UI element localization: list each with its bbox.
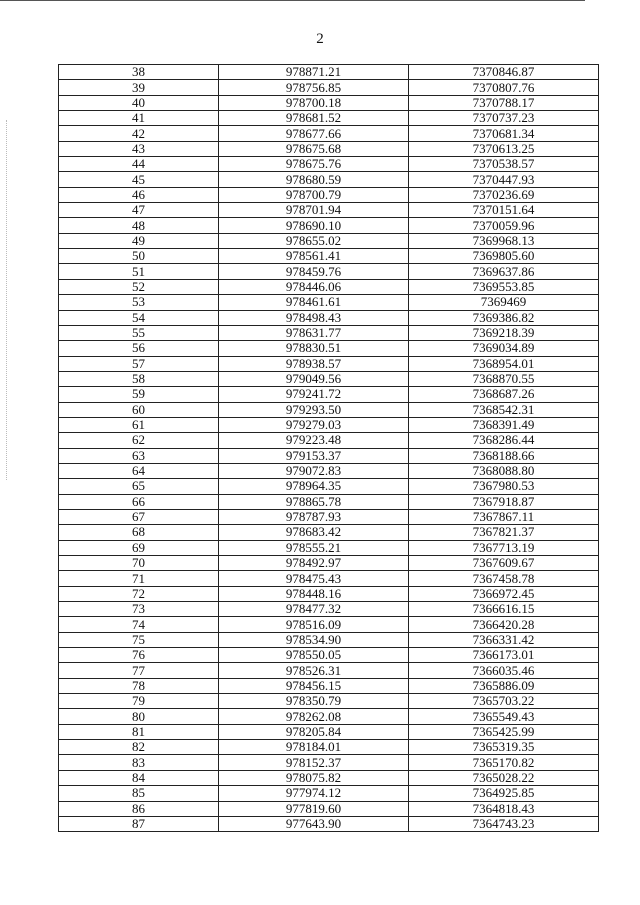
point-number-cell: 86	[59, 801, 219, 816]
x-coordinate-cell: 978461.61	[219, 295, 409, 310]
table-row	[59, 341, 599, 356]
table-row	[59, 249, 599, 264]
x-coordinate-cell: 978459.76	[219, 264, 409, 279]
y-coordinate-cell: 7367458.78	[409, 571, 599, 586]
x-coordinate-cell: 978756.85	[219, 80, 409, 95]
table-row	[59, 157, 599, 172]
point-number-cell: 77	[59, 663, 219, 678]
table-row	[59, 111, 599, 126]
y-coordinate-cell: 7370737.23	[409, 111, 599, 126]
y-coordinate-cell: 7369553.85	[409, 279, 599, 294]
x-coordinate-cell: 979279.03	[219, 417, 409, 432]
y-coordinate-cell: 7370236.69	[409, 187, 599, 202]
point-number-cell: 71	[59, 571, 219, 586]
point-number-cell: 63	[59, 448, 219, 463]
y-coordinate-cell: 7369968.13	[409, 233, 599, 248]
y-coordinate-cell: 7369469	[409, 295, 599, 310]
point-number-cell: 79	[59, 694, 219, 709]
x-coordinate-cell: 978964.35	[219, 479, 409, 494]
y-coordinate-cell: 7368870.55	[409, 371, 599, 386]
x-coordinate-cell: 978680.59	[219, 172, 409, 187]
table-row	[59, 233, 599, 248]
y-coordinate-cell: 7370059.96	[409, 218, 599, 233]
table-row	[59, 540, 599, 555]
y-coordinate-cell: 7366972.45	[409, 586, 599, 601]
y-coordinate-cell: 7365319.35	[409, 740, 599, 755]
x-coordinate-cell: 978184.01	[219, 740, 409, 755]
point-number-cell: 65	[59, 479, 219, 494]
y-coordinate-cell: 7368088.80	[409, 463, 599, 478]
table-row	[59, 95, 599, 110]
y-coordinate-cell: 7366616.15	[409, 602, 599, 617]
x-coordinate-cell: 978555.21	[219, 540, 409, 555]
x-coordinate-cell: 978492.97	[219, 556, 409, 571]
point-number-cell: 87	[59, 816, 219, 831]
point-number-cell: 58	[59, 371, 219, 386]
x-coordinate-cell: 978475.43	[219, 571, 409, 586]
point-number-cell: 49	[59, 233, 219, 248]
point-number-cell: 72	[59, 586, 219, 601]
y-coordinate-cell: 7365028.22	[409, 770, 599, 785]
y-coordinate-cell: 7366035.46	[409, 663, 599, 678]
y-coordinate-cell: 7366420.28	[409, 617, 599, 632]
table-row	[59, 494, 599, 509]
table-row	[59, 433, 599, 448]
table-row	[59, 571, 599, 586]
x-coordinate-cell: 979293.50	[219, 402, 409, 417]
point-number-cell: 69	[59, 540, 219, 555]
coordinates-table	[58, 64, 599, 832]
x-coordinate-cell: 978631.77	[219, 325, 409, 340]
point-number-cell: 74	[59, 617, 219, 632]
table-row	[59, 264, 599, 279]
table-row	[59, 172, 599, 187]
point-number-cell: 66	[59, 494, 219, 509]
point-number-cell: 52	[59, 279, 219, 294]
x-coordinate-cell: 978498.43	[219, 310, 409, 325]
x-coordinate-cell: 979223.48	[219, 433, 409, 448]
x-coordinate-cell: 978787.93	[219, 509, 409, 524]
point-number-cell: 44	[59, 157, 219, 172]
y-coordinate-cell: 7370447.93	[409, 172, 599, 187]
page-number: 2	[316, 31, 324, 47]
point-number-cell: 67	[59, 509, 219, 524]
table-row	[59, 448, 599, 463]
point-number-cell: 42	[59, 126, 219, 141]
table-row	[59, 786, 599, 801]
x-coordinate-cell: 978677.66	[219, 126, 409, 141]
point-number-cell: 50	[59, 249, 219, 264]
y-coordinate-cell: 7364743.23	[409, 816, 599, 831]
table-row	[59, 371, 599, 386]
x-coordinate-cell: 977819.60	[219, 801, 409, 816]
y-coordinate-cell: 7370681.34	[409, 126, 599, 141]
point-number-cell: 41	[59, 111, 219, 126]
x-coordinate-cell: 979049.56	[219, 371, 409, 386]
table-row	[59, 770, 599, 785]
x-coordinate-cell: 977643.90	[219, 816, 409, 831]
x-coordinate-cell: 978701.94	[219, 203, 409, 218]
y-coordinate-cell: 7368391.49	[409, 417, 599, 432]
x-coordinate-cell: 978350.79	[219, 694, 409, 709]
y-coordinate-cell: 7366331.42	[409, 632, 599, 647]
point-number-cell: 84	[59, 770, 219, 785]
x-coordinate-cell: 979153.37	[219, 448, 409, 463]
point-number-cell: 68	[59, 525, 219, 540]
point-number-cell: 45	[59, 172, 219, 187]
table-row	[59, 479, 599, 494]
table-row	[59, 279, 599, 294]
x-coordinate-cell: 978534.90	[219, 632, 409, 647]
y-coordinate-cell: 7370788.17	[409, 95, 599, 110]
table-row	[59, 709, 599, 724]
x-coordinate-cell: 978830.51	[219, 341, 409, 356]
table-row	[59, 632, 599, 647]
x-coordinate-cell: 978477.32	[219, 602, 409, 617]
table-row	[59, 218, 599, 233]
x-coordinate-cell: 978456.15	[219, 678, 409, 693]
x-coordinate-cell: 978446.06	[219, 279, 409, 294]
point-number-cell: 83	[59, 755, 219, 770]
x-coordinate-cell: 978865.78	[219, 494, 409, 509]
table-row	[59, 417, 599, 432]
table-row	[59, 356, 599, 371]
table-row	[59, 801, 599, 816]
point-number-cell: 40	[59, 95, 219, 110]
table-row	[59, 325, 599, 340]
x-coordinate-cell: 978448.16	[219, 586, 409, 601]
y-coordinate-cell: 7367713.19	[409, 540, 599, 555]
x-coordinate-cell: 978205.84	[219, 724, 409, 739]
point-number-cell: 57	[59, 356, 219, 371]
x-coordinate-cell: 978550.05	[219, 648, 409, 663]
x-coordinate-cell: 978690.10	[219, 218, 409, 233]
x-coordinate-cell: 978075.82	[219, 770, 409, 785]
x-coordinate-cell: 978516.09	[219, 617, 409, 632]
x-coordinate-cell: 978871.21	[219, 65, 409, 80]
y-coordinate-cell: 7366173.01	[409, 648, 599, 663]
y-coordinate-cell: 7365703.22	[409, 694, 599, 709]
point-number-cell: 56	[59, 341, 219, 356]
point-number-cell: 55	[59, 325, 219, 340]
point-number-cell: 48	[59, 218, 219, 233]
table-row	[59, 755, 599, 770]
table-row	[59, 203, 599, 218]
table-row	[59, 724, 599, 739]
table-row	[59, 141, 599, 156]
point-number-cell: 38	[59, 65, 219, 80]
table-row	[59, 648, 599, 663]
point-number-cell: 80	[59, 709, 219, 724]
y-coordinate-cell: 7369218.39	[409, 325, 599, 340]
y-coordinate-cell: 7369386.82	[409, 310, 599, 325]
y-coordinate-cell: 7367609.67	[409, 556, 599, 571]
point-number-cell: 62	[59, 433, 219, 448]
y-coordinate-cell: 7364925.85	[409, 786, 599, 801]
table-row	[59, 65, 599, 80]
table-row	[59, 509, 599, 524]
point-number-cell: 78	[59, 678, 219, 693]
y-coordinate-cell: 7365425.99	[409, 724, 599, 739]
table-row	[59, 694, 599, 709]
x-coordinate-cell: 979072.83	[219, 463, 409, 478]
y-coordinate-cell: 7368188.66	[409, 448, 599, 463]
y-coordinate-cell: 7368687.26	[409, 387, 599, 402]
point-number-cell: 75	[59, 632, 219, 647]
x-coordinate-cell: 978675.68	[219, 141, 409, 156]
table-row	[59, 740, 599, 755]
table-row	[59, 586, 599, 601]
x-coordinate-cell: 978262.08	[219, 709, 409, 724]
y-coordinate-cell: 7370807.76	[409, 80, 599, 95]
point-number-cell: 81	[59, 724, 219, 739]
y-coordinate-cell: 7364818.43	[409, 801, 599, 816]
top-rule	[0, 0, 585, 1]
point-number-cell: 73	[59, 602, 219, 617]
y-coordinate-cell: 7365886.09	[409, 678, 599, 693]
point-number-cell: 51	[59, 264, 219, 279]
table-row	[59, 187, 599, 202]
y-coordinate-cell: 7367821.37	[409, 525, 599, 540]
y-coordinate-cell: 7369637.86	[409, 264, 599, 279]
x-coordinate-cell: 978938.57	[219, 356, 409, 371]
x-coordinate-cell: 978526.31	[219, 663, 409, 678]
y-coordinate-cell: 7365549.43	[409, 709, 599, 724]
y-coordinate-cell: 7369805.60	[409, 249, 599, 264]
y-coordinate-cell: 7367980.53	[409, 479, 599, 494]
table-row	[59, 678, 599, 693]
table-row	[59, 126, 599, 141]
y-coordinate-cell: 7368286.44	[409, 433, 599, 448]
table-row	[59, 525, 599, 540]
x-coordinate-cell: 978700.79	[219, 187, 409, 202]
table-row	[59, 402, 599, 417]
y-coordinate-cell: 7370846.87	[409, 65, 599, 80]
point-number-cell: 39	[59, 80, 219, 95]
table-row	[59, 387, 599, 402]
point-number-cell: 59	[59, 387, 219, 402]
point-number-cell: 53	[59, 295, 219, 310]
y-coordinate-cell: 7370613.25	[409, 141, 599, 156]
x-coordinate-cell: 978675.76	[219, 157, 409, 172]
point-number-cell: 85	[59, 786, 219, 801]
x-coordinate-cell: 978655.02	[219, 233, 409, 248]
table-row	[59, 463, 599, 478]
x-coordinate-cell: 978700.18	[219, 95, 409, 110]
table-row	[59, 816, 599, 831]
x-coordinate-cell: 979241.72	[219, 387, 409, 402]
y-coordinate-cell: 7368542.31	[409, 402, 599, 417]
point-number-cell: 70	[59, 556, 219, 571]
table-row	[59, 80, 599, 95]
x-coordinate-cell: 978681.52	[219, 111, 409, 126]
y-coordinate-cell: 7367867.11	[409, 509, 599, 524]
table-row	[59, 663, 599, 678]
table-row	[59, 617, 599, 632]
x-coordinate-cell: 978561.41	[219, 249, 409, 264]
point-number-cell: 76	[59, 648, 219, 663]
y-coordinate-cell: 7367918.87	[409, 494, 599, 509]
y-coordinate-cell: 7368954.01	[409, 356, 599, 371]
table-row	[59, 310, 599, 325]
point-number-cell: 54	[59, 310, 219, 325]
table-row	[59, 602, 599, 617]
point-number-cell: 46	[59, 187, 219, 202]
coordinates-table-body	[59, 65, 599, 832]
y-coordinate-cell: 7369034.89	[409, 341, 599, 356]
point-number-cell: 60	[59, 402, 219, 417]
point-number-cell: 61	[59, 417, 219, 432]
point-number-cell: 82	[59, 740, 219, 755]
y-coordinate-cell: 7370151.64	[409, 203, 599, 218]
x-coordinate-cell: 977974.12	[219, 786, 409, 801]
point-number-cell: 47	[59, 203, 219, 218]
y-coordinate-cell: 7370538.57	[409, 157, 599, 172]
table-row	[59, 556, 599, 571]
table-row	[59, 295, 599, 310]
point-number-cell: 43	[59, 141, 219, 156]
point-number-cell: 64	[59, 463, 219, 478]
y-coordinate-cell: 7365170.82	[409, 755, 599, 770]
x-coordinate-cell: 978152.37	[219, 755, 409, 770]
margin-marks	[6, 120, 8, 480]
x-coordinate-cell: 978683.42	[219, 525, 409, 540]
